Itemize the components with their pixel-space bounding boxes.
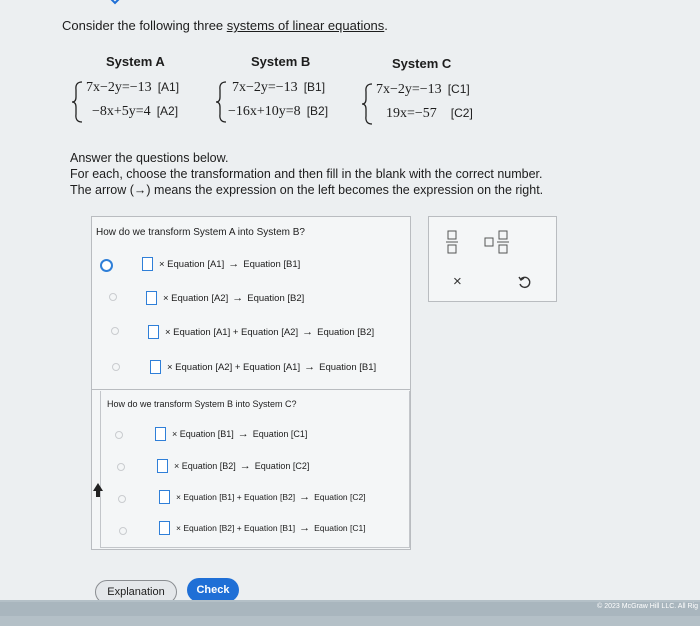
question-2-title: How do we transform System B into System C? xyxy=(107,399,297,409)
system-c-title: System C xyxy=(392,56,452,71)
radio-q1-option-3[interactable] xyxy=(111,327,119,335)
blank-input[interactable] xyxy=(159,521,170,535)
arrow-icon: → xyxy=(302,326,314,338)
blank-input[interactable] xyxy=(146,291,157,305)
equation-b2: −16x+10y=8 [B2] xyxy=(228,104,329,119)
arrow-icon: → xyxy=(228,258,240,270)
system-b-title: System B xyxy=(251,54,311,69)
instruction-line-2: For each, choose the transformation and then fill in the blank with the correct number. xyxy=(70,167,543,181)
footer xyxy=(0,600,700,626)
check-button[interactable]: Check xyxy=(187,578,239,602)
arrow-icon: → xyxy=(239,460,251,472)
question-1-title: How do we transform System A into System B? xyxy=(96,227,305,238)
q2-option-2: × Equation [B2] → Equation [C2] xyxy=(157,459,309,473)
q1-option-2: × Equation [A2] → Equation [B2] xyxy=(146,291,304,305)
arrow-icon: → xyxy=(304,361,316,373)
equation-a2: −8x+5y=4 [A2] xyxy=(92,104,179,119)
q1-option-4: × Equation [A2] + Equation [A1] → Equation [B1] xyxy=(150,360,376,374)
explanation-button[interactable]: Explanation xyxy=(95,580,177,604)
arrow-icon: → xyxy=(237,428,249,440)
system-c-brace xyxy=(360,82,374,126)
answer-panel xyxy=(91,216,411,550)
footer-bar xyxy=(0,602,700,616)
q2-option-3: × Equation [B1] + Equation [B2] → Equation [C2] xyxy=(159,490,366,504)
instruction-line-3: The arrow (→) means the expression on the left becomes the expression on the right. xyxy=(70,183,544,197)
clear-icon[interactable]: × xyxy=(453,273,462,290)
q2-option-4: × Equation [B2] + Equation [B1] → Equation [C1] xyxy=(159,521,366,535)
radio-q2-option-4[interactable] xyxy=(119,527,127,535)
radio-q2-option-3[interactable] xyxy=(118,495,126,503)
question-2-box xyxy=(100,391,410,548)
blank-input[interactable] xyxy=(157,459,168,473)
math-tools-panel xyxy=(428,216,557,302)
blank-input[interactable] xyxy=(148,325,159,339)
arrow-icon: → xyxy=(299,491,311,503)
question-1-box xyxy=(92,217,410,390)
radio-q1-option-4[interactable] xyxy=(112,363,120,371)
systems-link[interactable]: systems of linear equations xyxy=(226,18,385,33)
copyright-text: © 2023 McGraw Hill LLC. All Rig xyxy=(597,603,698,610)
q1-option-3: × Equation [A1] + Equation [A2] → Equation [B2] xyxy=(148,325,374,339)
radio-q1-option-1[interactable] xyxy=(100,259,113,272)
arrow-icon: → xyxy=(299,522,311,534)
fraction-icon[interactable] xyxy=(445,229,459,255)
mixed-number-icon[interactable] xyxy=(483,229,511,255)
q1-option-1: × Equation [A1] → Equation [B1] xyxy=(142,257,300,271)
instructions xyxy=(70,150,543,198)
instruction-line-1: Answer the questions below. xyxy=(70,151,229,165)
equation-b1: 7x−2y=−13 [B1] xyxy=(232,80,326,95)
equation-a1: 7x−2y=−13 [A1] xyxy=(86,80,180,95)
prompt-tail: . xyxy=(384,18,388,33)
blank-input[interactable] xyxy=(142,257,153,271)
arrow-icon: → xyxy=(232,292,244,304)
problem-prompt xyxy=(62,18,388,33)
equation-c2: 19x=−57 [C2] xyxy=(386,106,473,121)
system-a-brace xyxy=(70,80,84,124)
radio-q1-option-2[interactable] xyxy=(109,293,117,301)
system-b-brace xyxy=(214,80,228,124)
arrow-icon: → xyxy=(133,183,147,197)
blank-input[interactable] xyxy=(159,490,170,504)
prompt-text: Consider the following three xyxy=(62,18,227,33)
undo-icon[interactable] xyxy=(517,275,531,289)
system-a-title: System A xyxy=(106,54,165,69)
radio-q2-option-1[interactable] xyxy=(115,431,123,439)
blank-input[interactable] xyxy=(150,360,161,374)
chevron-down-icon[interactable] xyxy=(105,0,125,10)
blank-input[interactable] xyxy=(155,427,166,441)
q2-option-1: × Equation [B1] → Equation [C1] xyxy=(155,427,307,441)
mouse-cursor-icon xyxy=(92,482,104,498)
equation-c1: 7x−2y=−13 [C1] xyxy=(376,82,470,97)
radio-q2-option-2[interactable] xyxy=(117,463,125,471)
